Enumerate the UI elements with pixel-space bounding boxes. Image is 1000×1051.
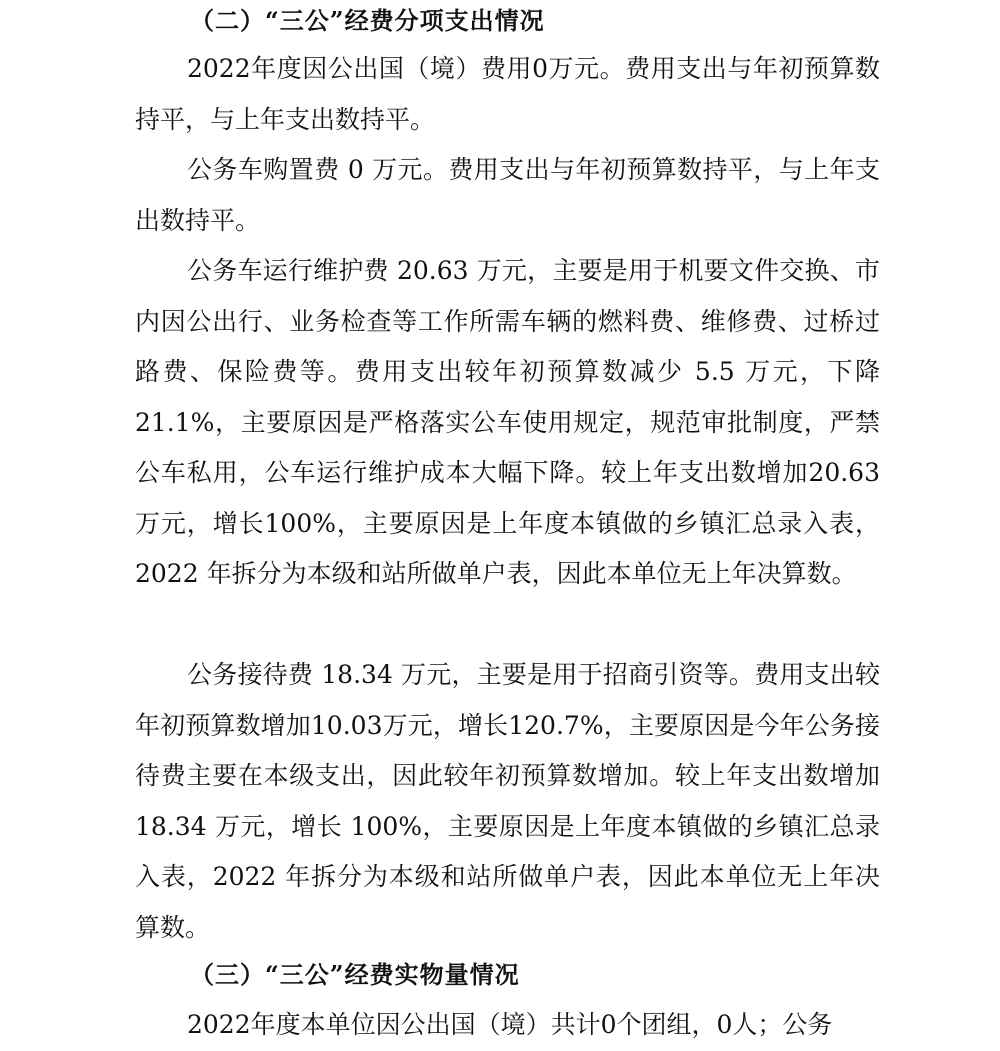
section-heading-3: （三）“三公”经费实物量情况	[190, 960, 520, 989]
paragraph-reception: 公务接待费 18.34 万元，主要是用于招商引资等。费用支出较年初预算数增加10.03万元，增长120.7%，主要原因是今年公务接待费主要在本级支出，因此较年初预算数增加。较上年支出数增加 18.34 万元，增长 100%，主要原因是上年度本镇做的乡镇汇总录入表，2022 年拆分为本级和站所做单户表，因此本单位无上年决算数。	[135, 660, 880, 942]
paragraph-vehicle-purchase: 公务车购置费 0 万元。费用支出与年初预算数持平，与上年支出数持平。	[135, 155, 880, 235]
paragraph-vehicle-maintenance: 公务车运行维护费 20.63 万元，主要是用于机要文件交换、市内因公出行、业务检查等工作所需车辆的燃料费、维修费、过桥过路费、保险费等。费用支出较年初预算数减少 5.5 万元，下降 21.1%，主要原因是严格落实公车使用规定，规范审批制度，严禁公车私用，公车运行维护成本大幅下降。较上年支出数增加20.63万元，增长100%，主要原因是上年度本镇做的乡镇汇总录入表，2022 年拆分为本级和站所做单户表，因此本单位无上年决算数。	[135, 256, 880, 588]
paragraph-overseas-travel: 2022年度因公出国（境）费用0万元。费用支出与年初预算数持平，与上年支出数持平。	[135, 54, 880, 134]
paragraph-physical-quantity: 2022年度本单位因公出国（境）共计0个团组，0人；公务	[187, 1010, 833, 1039]
section-heading-2: （二）“三公”经费分项支出情况	[190, 6, 545, 35]
